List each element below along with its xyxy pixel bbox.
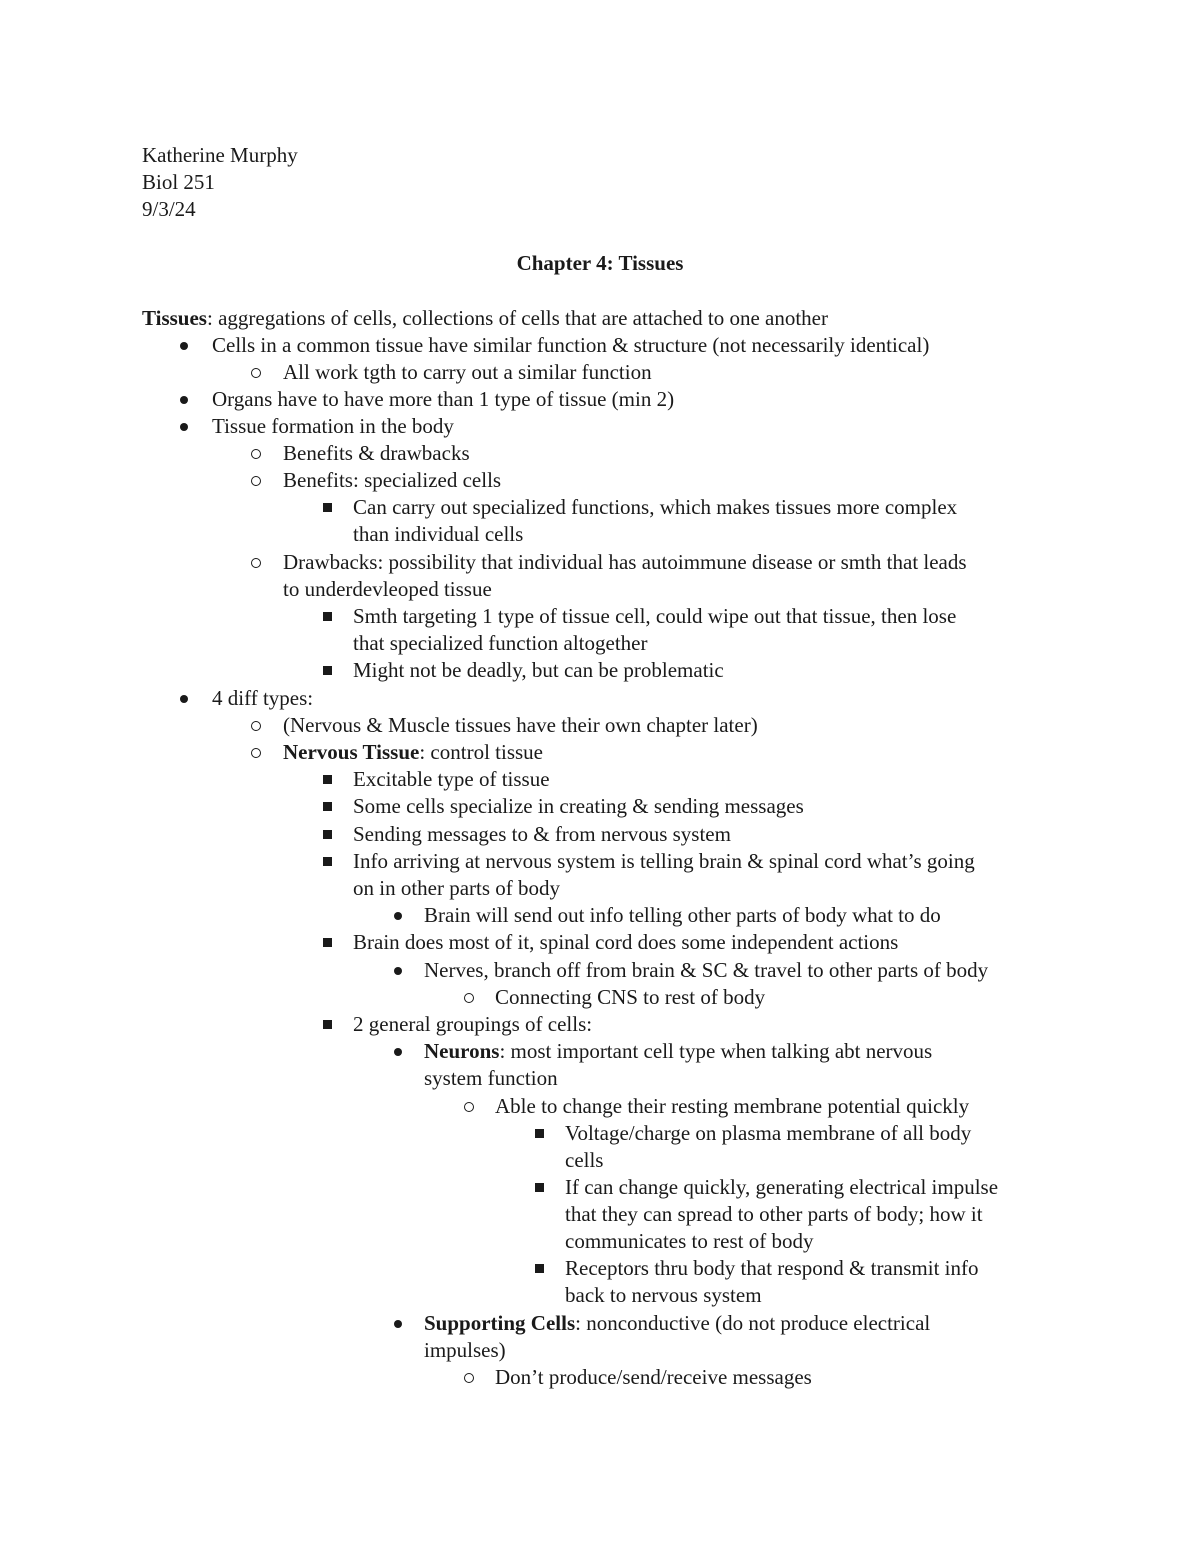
list-item [424,1038,932,1065]
hollow-bullet-icon [246,739,266,766]
filled-bullet-icon [174,386,194,413]
list-item: Can carry out specialized functions, which makes tissues more complex [353,495,958,519]
list-item: 2 general groupings of cells: [353,1012,593,1036]
supporting-cells-text: : nonconductive (do not produce electrical [575,1311,931,1335]
filled-bullet-icon [174,332,194,359]
square-bullet-icon [317,929,337,956]
hollow-bullet-icon [246,359,266,386]
hollow-bullet-icon [459,984,479,1011]
list-item-continuation: communicates to rest of body [565,1229,814,1253]
list-item: Benefits: specialized cells [283,468,502,492]
filled-bullet-icon [388,902,408,929]
list-item-continuation: that they can spread to other parts of body; how it [565,1202,983,1226]
square-bullet-icon [317,848,337,875]
filled-bullet-icon [388,1038,408,1065]
list-item: Connecting CNS to rest of body [495,985,766,1009]
supporting-cells-term: Supporting Cells [424,1311,576,1335]
hollow-bullet-icon [246,549,266,576]
list-item: Nerves, branch off from brain & SC & travel to other parts of body [424,958,989,982]
list-item: Excitable type of tissue [353,767,550,791]
list-item-continuation: to underdevleoped tissue [283,577,492,601]
list-item-continuation: cells [565,1148,604,1172]
hollow-bullet-icon [459,1093,479,1120]
list-item: Benefits & drawbacks [283,441,470,465]
list-item: 4 diff types: [212,686,314,710]
neurons-term: Neurons [424,1039,500,1063]
document-header [142,142,298,223]
list-item: Brain does most of it, spinal cord does some independent actions [353,930,899,954]
hollow-bullet-icon [246,440,266,467]
hollow-bullet-icon [246,712,266,739]
page-title: Chapter 4: Tissues [516,251,684,275]
list-item: Might not be deadly, but can be problematic [353,658,724,682]
list-item: Brain will send out info telling other parts of body what to do [424,903,941,927]
list-item: Cells in a common tissue have similar function & structure (not necessarily identical) [212,333,930,357]
list-item-continuation: that specialized function altogether [353,631,648,655]
list-item-continuation: system function [424,1066,558,1090]
list-item: If can change quickly, generating electrical impulse [565,1175,999,1199]
list-item: Organs have to have more than 1 type of tissue (min 2) [212,387,675,411]
list-item: Receptors thru body that respond & transmit info [565,1256,979,1280]
nervous-tissue-text: : control tissue [419,740,543,764]
list-item-continuation: back to nervous system [565,1283,762,1307]
list-item: (Nervous & Muscle tissues have their own chapter later) [283,713,758,737]
list-item: Drawbacks: possibility that individual has autoimmune disease or smth that leads [283,550,967,574]
square-bullet-icon [317,603,337,630]
list-item: Some cells specialize in creating & sending messages [353,794,804,818]
square-bullet-icon [529,1255,549,1282]
square-bullet-icon [317,821,337,848]
neurons-text: : most important cell type when talking abt nervous [499,1039,933,1063]
list-item: Info arriving at nervous system is telling brain & spinal cord what’s going [353,849,975,873]
intro-line [142,305,828,332]
square-bullet-icon [317,657,337,684]
filled-bullet-icon [174,413,194,440]
square-bullet-icon [529,1174,549,1201]
list-item: Able to change their resting membrane potential quickly [495,1094,970,1118]
intro-text: : aggregations of cells, collections of cells that are attached to one another [206,306,828,330]
square-bullet-icon [529,1120,549,1147]
square-bullet-icon [317,494,337,521]
list-item: All work tgth to carry out a similar function [283,360,652,384]
square-bullet-icon [317,766,337,793]
course-code: Biol 251 [142,170,215,194]
author-name: Katherine Murphy [142,143,298,167]
list-item: Don’t produce/send/receive messages [495,1365,812,1389]
list-item: Voltage/charge on plasma membrane of all body [565,1121,972,1145]
list-item: Sending messages to & from nervous system [353,822,731,846]
list-item-continuation: impulses) [424,1338,506,1362]
list-item [283,739,543,766]
list-item-continuation: on in other parts of body [353,876,561,900]
filled-bullet-icon [174,685,194,712]
filled-bullet-icon [388,1310,408,1337]
square-bullet-icon [317,1011,337,1038]
list-item: Smth targeting 1 type of tissue cell, could wipe out that tissue, then lose [353,604,957,628]
square-bullet-icon [317,793,337,820]
nervous-tissue-term: Nervous Tissue [283,740,420,764]
filled-bullet-icon [388,957,408,984]
intro-term: Tissues [142,306,207,330]
list-item-continuation: than individual cells [353,522,524,546]
hollow-bullet-icon [246,467,266,494]
hollow-bullet-icon [459,1364,479,1391]
list-item [424,1310,930,1337]
note-date: 9/3/24 [142,197,196,221]
list-item: Tissue formation in the body [212,414,454,438]
